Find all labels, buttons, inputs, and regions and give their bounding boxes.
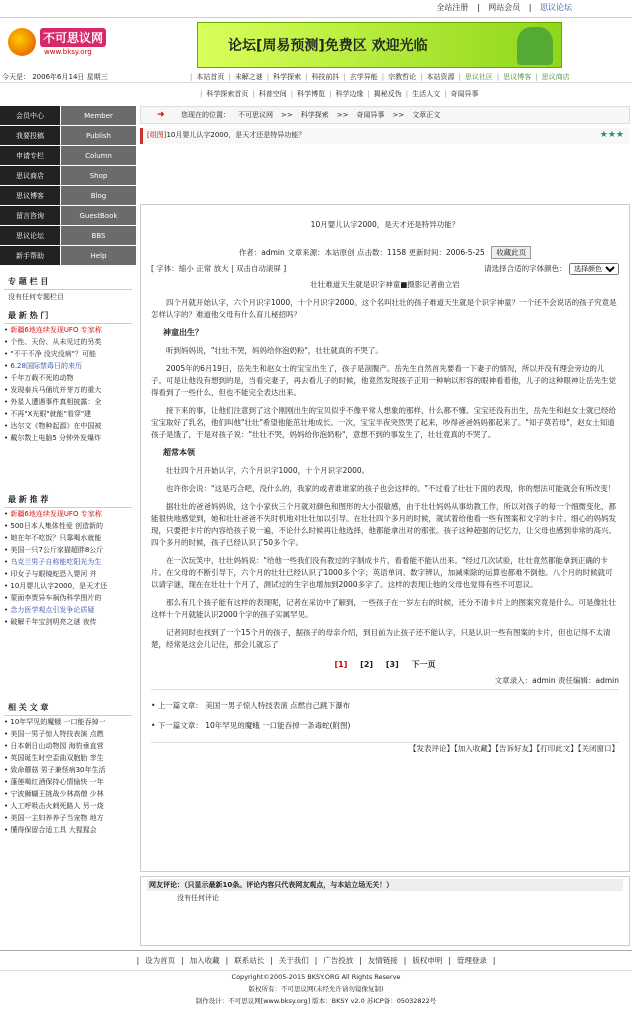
list-item[interactable]: • 发现泰兵马俑坑并芽万的重大 <box>4 386 102 394</box>
bullet-icon: • <box>4 826 11 834</box>
list-item[interactable]: • 蒙面李贾异车祸伪科学图片的 <box>4 594 102 602</box>
bullet-icon: • <box>4 730 11 738</box>
bullet-icon: • <box>4 814 11 822</box>
footer-link[interactable]: 加入收藏 <box>189 956 220 965</box>
column-title: 专 题 栏 目 <box>4 274 132 290</box>
list-item[interactable]: • 6.28国际禁毒日的来历 <box>4 362 82 370</box>
nav-link[interactable]: 宗教哲论 <box>388 73 417 81</box>
headline-tag: [组图] <box>147 131 167 139</box>
section-heading: 超常本领 <box>163 448 195 457</box>
list-item[interactable]: • 达尔文《物种起源》在中国被 <box>4 422 102 430</box>
paragraph: 2005年的6月19日，岳先生和赵女士的宝宝出生了，孩子是剖腹产。岳先生自然首先要看一下妻子的情况，所以并没有理会旁边的儿子。可是让他没有想到的是，当看完妻子，再去看儿子的时候，他竟然发现孩子正用一种响以形容的眼神看着他，儿子的这种眼神让岳先生觉得看到了一些什么，但也不能完全表达出来。 <box>151 364 616 397</box>
list-item[interactable]: • 新疆6地连续发现UFO 专家称 <box>4 326 102 334</box>
footer-link[interactable]: 关于我们 <box>278 956 309 965</box>
breadcrumb <box>140 106 630 124</box>
comments-head: 网友评论：（只显示最新10条。评论内容只代表网友观点，与本站立场无关！） <box>147 879 623 891</box>
reading-tools <box>151 263 619 275</box>
menu-label-en: Help <box>60 246 136 265</box>
menu-label-en: Member <box>60 106 136 125</box>
copyright: Copyright©2005-2015 BKSY.ORG All Rights Reserve <box>231 973 401 981</box>
article-body <box>140 204 630 872</box>
left-menu-item[interactable] <box>0 226 136 246</box>
subnav-link[interactable]: 奇闻异事 <box>450 90 479 98</box>
list-item[interactable]: • 个性、天份、从未见过的另类 <box>4 338 102 346</box>
list-item[interactable]: • 美国一主妇养养子当宠物 地方 <box>4 814 104 822</box>
crumb-separator: >> <box>281 111 293 119</box>
list-item[interactable]: • 10年罕见的魔蛾 一口能吞掉一 <box>4 718 106 726</box>
footer-link[interactable]: 友情链接 <box>367 956 398 965</box>
nav-link[interactable]: 本站资源 <box>426 73 455 81</box>
paragraph: 接下来的事，让他们注意到了这个刚刚出生的宝贝似乎不像平常人想象的那样，什么都不懂。宝宝还没有出生，岳先生和赵女士就已经给宝宝取好了乳名，他们叫他"壮壮"希望他能茁壮地成长。一次，宝宝半夜突然哭了起来，吵得爸爸妈妈都起来了。"知子莫若母"，赵女士知道孩子是饿了，于是对孩子说："壮壮不哭，妈妈给你泡奶粉"，意想不到的事发生了，壮壮竟真的不哭了。 <box>151 406 616 439</box>
crumb-item[interactable]: 不可思议网 <box>238 111 273 119</box>
article-actions[interactable]: 【发表评论】【加入收藏】【告诉好友】【打印此文】【关闭窗口】 <box>151 742 619 755</box>
footer-link[interactable]: 联系站长 <box>234 956 265 965</box>
prev-article-link[interactable]: • 上一篇文章： 美国一男子惊人特技表演 点燃自己跳下瀑布 <box>151 701 351 710</box>
date-text: 今天是： 2006年6月14日 星期三 <box>2 73 108 81</box>
recommend-section <box>0 488 136 628</box>
logo-name: 不可思议网 <box>40 28 106 47</box>
bullet-icon: • <box>4 326 11 334</box>
crumb-separator: >> <box>336 111 349 119</box>
list-item[interactable]: • 致命蘑菇 男子兼怪病30年生活 <box>4 766 106 774</box>
bullet-icon: • <box>4 350 11 358</box>
subnav-link[interactable]: 科学探索首页 <box>206 90 249 98</box>
left-menu-item[interactable] <box>0 146 136 166</box>
list-item[interactable]: • 蓬莲喝红酒保持心情愉快 一年 <box>4 778 104 786</box>
list-item[interactable]: • 宁波狮蝴王挑战少林高僧 少林 <box>4 790 104 798</box>
menu-label-en: Publish <box>60 126 136 145</box>
list-item[interactable]: • 人工呼吸击火刺死路人 另一烧 <box>4 802 104 810</box>
bullet-icon: • <box>4 594 11 602</box>
image-caption: 壮壮难道天生就是识字神童■摄影记者曲立岩 <box>310 280 460 289</box>
crumb-item: 您现在的位置： <box>181 111 230 119</box>
paragraph: 壮壮四个月开始认字，六个月识字1000，十个月识字2000。 <box>166 466 370 475</box>
site-logo[interactable] <box>8 22 128 62</box>
prev-next <box>151 696 619 736</box>
subnav-link[interactable]: 生活人文 <box>412 90 441 98</box>
editor-info: 文章录入：admin 责任编辑：admin <box>151 675 619 690</box>
ad-banner[interactable] <box>197 22 562 68</box>
bullet-icon: • <box>4 606 11 614</box>
nav-link[interactable]: 科技前抖 <box>311 73 340 81</box>
menu-label-en: BBS <box>60 226 136 245</box>
logo-emblem-icon <box>8 28 36 56</box>
bullet-icon: • <box>4 374 11 382</box>
bullet-icon: • <box>4 422 11 430</box>
list-item[interactable]: • 她在年不吃饭？只靠喝水就能 <box>4 534 102 542</box>
bullet-icon: • <box>4 534 11 542</box>
bullet-icon: • <box>4 742 11 750</box>
list-item[interactable]: • 乌克兰男子自称能吃阳光为生 <box>4 558 102 566</box>
list-item[interactable]: • 戴尔数上电脑5 分钟外发爆炸 <box>4 434 102 442</box>
bullet-icon: • <box>4 338 11 346</box>
related-title: 相 关 文 章 <box>4 700 132 716</box>
hot-section <box>0 304 136 444</box>
list-item[interactable]: • 千年万载不死的动物 <box>4 374 74 382</box>
paragraph: 据壮壮的爸爸妈妈说，这个小家伙三个月就对颜色和图形的大小很敏感，由于壮壮妈妈从事幼教工作，所以对孩子的每一个细微变化，都能很快地感觉到，她和壮壮爸爸不失时机地对壮壮加以引导。在壮壮四个多月的时候，就试着给他看一些有图案和文字的卡片。细心的妈妈发现，只要把卡片的内容给孩子说一遍，不论什么时候再让他选择，他都能拿出对的那张。孩子这种超强的记忆力，让父母也感到非常的高兴。四个多月的时候，孩子已经认识了50多个字。 <box>151 502 616 547</box>
bullet-icon: • <box>4 778 11 786</box>
banner-text: 论坛[周易预测]免费区 欢迎光临 <box>228 38 428 54</box>
article-headline[interactable] <box>140 128 630 144</box>
nav-link[interactable]: 玄学异能 <box>349 73 378 81</box>
list-item[interactable]: • 不再"X光眼"就能"看穿"建 <box>4 410 92 418</box>
bullet-icon: • <box>4 582 11 590</box>
left-menu-item[interactable] <box>0 166 136 186</box>
next-article-link[interactable]: • 下一篇文章： 10年罕见的魔蛾 一口能吞掉一条毒蛇(附图) <box>151 721 351 730</box>
left-menu-item[interactable] <box>0 206 136 226</box>
menu-label-cn: 思议商店 <box>0 166 60 185</box>
font-color-label: 请选择合适的字体颜色： <box>484 264 567 273</box>
page-1-link[interactable]: [1] <box>334 660 348 669</box>
recommend-title: 最 新 推 荐 <box>4 492 132 508</box>
comments-section <box>140 876 630 946</box>
left-menu-item[interactable] <box>0 126 136 146</box>
member-link[interactable]: 网站会员 <box>488 3 521 12</box>
menu-label-cn: 我要投稿 <box>0 126 60 145</box>
bullet-icon: • <box>4 802 11 810</box>
page-3-link[interactable]: [3] <box>385 660 399 669</box>
menu-label-cn: 留言咨询 <box>0 206 60 225</box>
left-menu <box>0 106 136 266</box>
paragraph: 四个月就开始认字，六个月识字1000，十个月识字2000。这个名叫壮壮的孩子难道天生就是个识字神童？一个还不会说话的孩子究竟是怎样认字的？难道他父母有什么育儿秘招吗？ <box>151 298 617 319</box>
bullet-icon: • <box>4 362 11 370</box>
rights: 版权所有：不可思议网(未经允许请勿镜像复制) <box>248 985 384 993</box>
list-item[interactable]: • 新疆6地连续发现UFO 专家称 <box>4 510 102 518</box>
nav-link[interactable]: 思议商店 <box>541 73 570 81</box>
list-item[interactable]: • 英国诞生时空歪曲双胞胎 孪生 <box>4 754 104 762</box>
article-title: 10月婴儿认字2000，是天才还是特异功能？ <box>310 220 460 229</box>
crumb-item[interactable]: 科学探索 <box>300 111 329 119</box>
logo-url: www.bksy.org <box>44 48 92 56</box>
paragraph: 在一次玩笑中，壮壮妈妈说："给他一些我们没有教过的字制成卡片，看看能不能认出来。"经过几次试验，壮壮竟然都能拿到正确的卡片。在父母的不断引导下，六个月的壮壮已经认识了1000多个字；英语单词、数字辨认，加减乘除的运算也都难不倒他。八个月的时候就可以请字谜，现在在壮壮十个月了，测试过的生字也增加到2000多字了。这样的表现让他的父母也觉得有些不可思议。 <box>151 556 613 589</box>
rating-stars-icon: ★★★ <box>599 130 624 140</box>
hot-title: 最 新 热 门 <box>4 308 132 324</box>
bullet-icon: • <box>4 766 11 774</box>
pager <box>151 659 619 671</box>
left-menu-item[interactable] <box>0 186 136 206</box>
list-item[interactable]: • 美国一只7公斤家猫超胖8公斤 <box>4 546 104 554</box>
nav-link[interactable]: 本站首页 <box>196 73 225 81</box>
bullet-icon: • <box>4 546 11 554</box>
bullet-icon: • <box>4 618 11 626</box>
register-link[interactable]: 全站注册 <box>436 3 469 12</box>
article-meta <box>151 247 619 259</box>
crumb-separator: >> <box>392 111 405 119</box>
subnav-link[interactable]: 科学边缘 <box>335 90 364 98</box>
comments-empty: 没有任何评论 <box>177 894 219 902</box>
list-item[interactable]: • 日本朝日山动物园 海豹垂直营 <box>4 742 104 750</box>
left-menu-item[interactable] <box>0 106 136 126</box>
footer: | 设为首页 | 加入收藏 | 联系站长 | 关于我们 | 广告投放 | 友情链接 | 版权申明 | 管理登录 | Copyright©2005-2015 BKSY.ORG All Rights Reserve 版权所有：不可思议网(未经允许请勿镜像复制) 制作设计：不可思议网[www.bksy.org] 版本：BKSY v2.0 苏ICP备：05032822号 <box>0 950 632 1024</box>
bullet-icon: • <box>4 386 11 394</box>
menu-label-cn: 申请专栏 <box>0 146 60 165</box>
menu-label-en: GuestBook <box>60 206 136 225</box>
footer-link[interactable]: 广告投放 <box>323 956 354 965</box>
page-2-link[interactable]: [2] <box>360 660 374 669</box>
paragraph: 那么有几个孩子能有这样的表现呢，记者在采访中了解到，一些孩子在一岁左右的时候，还分不清卡片上的图案究竟是什么。可是像壮壮这样十个月就能认识2000个字的孩子实属罕见。 <box>151 598 616 619</box>
column-section <box>0 270 136 304</box>
footer-link[interactable]: 管理登录 <box>456 956 487 965</box>
font-color-select[interactable] <box>569 263 619 275</box>
nav-link[interactable]: 思议博客 <box>503 73 532 81</box>
footer-link[interactable]: 版权申明 <box>412 956 443 965</box>
subnav-link[interactable]: 科学博览 <box>297 90 326 98</box>
bullet-icon: • <box>4 570 11 578</box>
bullet-icon: • <box>4 754 11 762</box>
related-section <box>0 696 136 836</box>
bullet-icon: • <box>4 522 11 530</box>
bullet-icon: • <box>4 510 11 518</box>
list-item[interactable]: • 500日本人集体性爱 创造新的 <box>4 522 103 530</box>
bullet-icon: • <box>4 410 11 418</box>
bullet-icon: • <box>4 718 11 726</box>
crumb-item[interactable]: 奇闻异事 <box>356 111 385 119</box>
list-item[interactable]: • 美国一男子惊人特技表演 点燃 <box>4 730 104 738</box>
left-menu-item[interactable] <box>0 246 136 266</box>
footer-link[interactable]: 设为首页 <box>145 956 176 965</box>
bullet-icon: • <box>4 558 11 566</box>
subnav-link[interactable]: 科普空间 <box>258 90 287 98</box>
list-item[interactable]: • 破解千年宝剑明亮之谜 夜传 <box>4 618 97 626</box>
menu-label-cn: 会员中心 <box>0 106 60 125</box>
headline-text[interactable]: 10月婴儿认字2000，是天才还是特异功能？ <box>166 131 306 139</box>
list-item[interactable]: • 念力医学观点引发争论质疑 <box>4 606 95 614</box>
main-nav: 今天是： 2006年6月14日 星期三 | 本站首页 | 未解之谜 | 科学探索 | 科技前抖 | 玄学异能 | 宗教哲论 | 本站资源 | 思议社区 | 思议博客 | 思议商店 <box>0 69 632 83</box>
column-empty: 没有任何专题栏目 <box>8 293 64 301</box>
list-item[interactable]: • 外星人遭遇事件真相披露：全 <box>4 398 102 406</box>
nav-link[interactable]: 科学探索 <box>273 73 302 81</box>
menu-label-cn: 思议论坛 <box>0 226 60 245</box>
menu-label-en: Shop <box>60 166 136 185</box>
forum-link[interactable]: 思议论坛 <box>540 3 572 12</box>
nav-link[interactable]: 未解之谜 <box>234 73 263 81</box>
sub-nav: | 科学探索首页 | 科普空间 | 科学博览 | 科学边缘 | 揭秘反伪 | 生活人文 | 奇闻异事 <box>200 90 479 98</box>
bullet-icon: • <box>4 790 11 798</box>
bullet-icon: • <box>4 398 11 406</box>
maker: 制作设计：不可思议网[www.bksy.org] 版本：BKSY v2.0 苏ICP备：05032822号 <box>195 997 437 1005</box>
bullet-icon: • <box>4 434 11 442</box>
arrow-right-icon: ➜ <box>157 110 165 120</box>
paragraph: 听到妈妈说，"壮壮不哭，妈妈给你泡奶粉"，壮壮就真的不哭了。 <box>166 346 383 355</box>
menu-label-cn: 新手帮助 <box>0 246 60 265</box>
menu-label-en: Blog <box>60 186 136 205</box>
paragraph: 记者同时也找到了一个15个月的孩子，据孩子的母亲介绍，到目前为止孩子还不能认字，只是认识一些有图案的卡片，但也记得不太清楚，经常是这会儿记住，那会儿就忘了 <box>151 628 611 649</box>
meta-text: 作者：admin 文章来源：本站原创 点击数：1158 更新时间：2006-5-25 <box>238 248 485 257</box>
list-item[interactable]: • "不干不净 没灾没病"？可能 <box>4 350 97 358</box>
section-heading: 神童出生？ <box>163 328 203 337</box>
favorite-button[interactable]: 收藏此页 <box>491 246 531 259</box>
crumb-item[interactable]: 文章正文 <box>412 111 441 119</box>
list-item[interactable]: • 懂得保留合适工具 大猩猩会 <box>4 826 97 834</box>
list-item[interactable]: • 10月婴儿认字2000，是天才还 <box>4 582 108 590</box>
font-size-tools[interactable]: [ 字体：缩小 正常 放大 | 双击自动滚屏 ] <box>151 264 287 273</box>
paragraph: 也许你会说："这是巧合吧，没什么的，我家的或者谁谁家的孩子也会这样的。"不过看了壮壮下面的表现，你的想法可能就会有所改变！ <box>166 484 616 493</box>
next-page-link[interactable]: 下一页 <box>411 660 436 669</box>
nav-link[interactable]: 思议社区 <box>464 73 493 81</box>
bird-mascot-icon <box>517 27 553 65</box>
menu-label-en: Column <box>60 146 136 165</box>
top-bar: 全站注册 | 网站会员 | 思议论坛 <box>0 0 632 18</box>
list-item[interactable]: • 印女子与眼镜蛇恐入婴河 并 <box>4 570 97 578</box>
menu-label-cn: 思议博客 <box>0 186 60 205</box>
subnav-link[interactable]: 揭秘反伪 <box>373 90 402 98</box>
